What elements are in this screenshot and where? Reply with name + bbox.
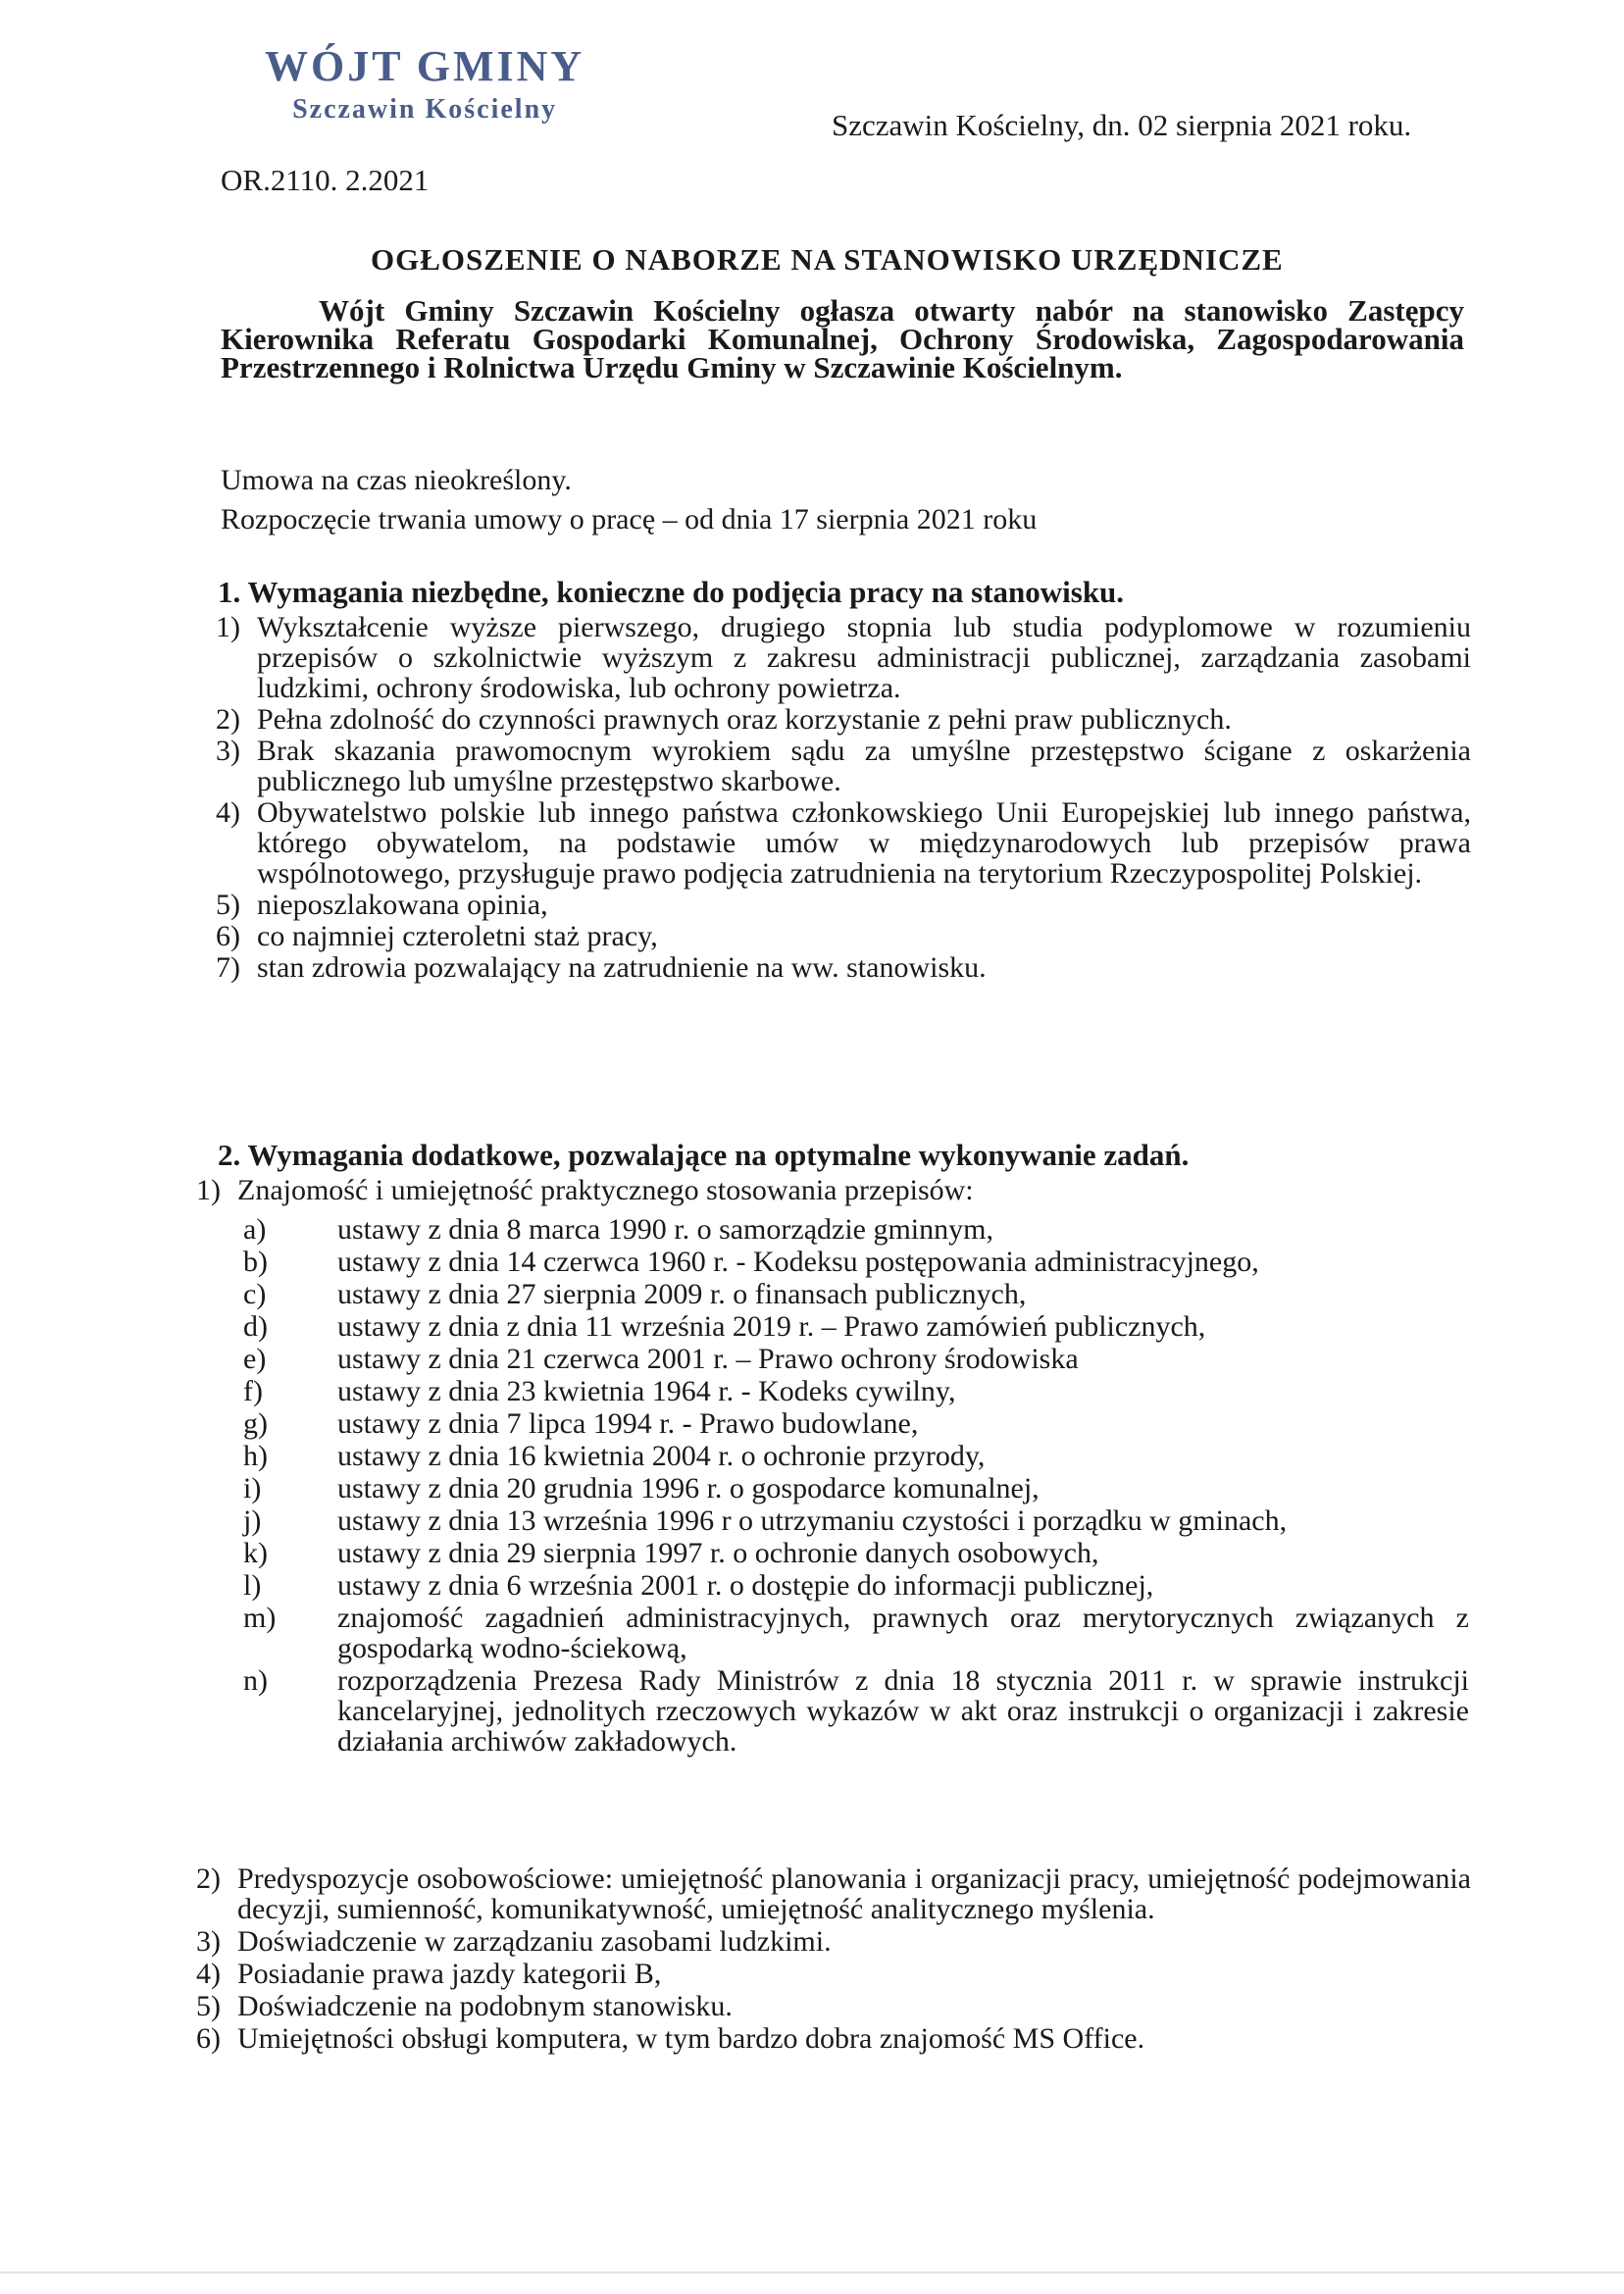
section-2-heading: 2. Wymagania dodatkowe, pozwalające na optymalne wykonywanie zadań. [218, 1138, 1190, 1172]
official-stamp [265, 43, 584, 126]
list-item-number: 2) [216, 703, 240, 736]
list-item-number: 2) [196, 1862, 221, 1895]
list-item-text: Wykształcenie wyższe pierwszego, drugiego stopnia lub studia podyplomowe w rozumieniu przepisów o szkolnictwie wyższym z zakresu administracji publicznej, zarządzania zasobami ludzkimi, ochrony środowiska, lub ochrony powietrza. [257, 611, 1471, 704]
list-item-text: stan zdrowia pozwalający na zatrudnienie na ww. stanowisku. [257, 951, 987, 984]
reference-number: OR.2110. 2.2021 [221, 163, 430, 197]
list-item [216, 921, 1471, 951]
list-item-text: Znajomość i umiejętność praktycznego stosowania przepisów: [237, 1174, 974, 1206]
sub-list-item [243, 1247, 1469, 1277]
sub-list-item [243, 1441, 1469, 1471]
sub-list-letter: g) [243, 1407, 268, 1440]
legal-acts-list [243, 1214, 1469, 1759]
sub-list-text: ustawy z dnia 27 sierpnia 2009 r. o finansach publicznych, [337, 1278, 1027, 1310]
list-item-number: 3) [196, 1925, 221, 1958]
sub-list-text: ustawy z dnia z dnia 11 września 2019 r. – Prawo zamówień publicznych, [337, 1310, 1206, 1343]
sub-list-text: ustawy z dnia 8 marca 1990 r. o samorządzie gminnym, [337, 1213, 993, 1246]
sub-list-text: ustawy z dnia 14 czerwca 1960 r. - Kodeksu postępowania administracyjnego, [337, 1246, 1259, 1278]
list-item-text: Doświadczenie w zarządzaniu zasobami ludzkimi. [237, 1925, 832, 1958]
sub-list-item [243, 1344, 1469, 1374]
document-title: OGŁOSZENIE O NABORZE NA STANOWISKO URZĘDNICZE [371, 242, 1284, 277]
sub-list-item [243, 1311, 1469, 1342]
list-item-text: Predyspozycje osobowościowe: umiejętność planowania i organizacji pracy, umiejętność podejmowania decyzji, sumienność, komunikatywność, umiejętność analitycznego myślenia. [237, 1862, 1471, 1925]
list-item-text: co najmniej czteroletni staż pracy, [257, 920, 658, 952]
sub-list-letter: b) [243, 1246, 268, 1278]
list-item [196, 2023, 1471, 2054]
contract-start: Rozpoczęcie trwania umowy o pracę – od dnia 17 sierpnia 2021 roku [221, 503, 1038, 535]
stamp-line-1: WÓJT GMINY [265, 42, 585, 90]
list-item-number: 6) [216, 920, 240, 952]
sub-list-letter: j) [243, 1504, 262, 1537]
sub-list-letter: c) [243, 1278, 267, 1310]
sub-list-letter: d) [243, 1310, 268, 1343]
list-item-number: 5) [216, 889, 240, 921]
stamp-line-2: Szczawin Kościelny [292, 94, 558, 125]
sub-list-item [243, 1376, 1469, 1406]
scan-edge-divider [0, 2271, 1624, 2273]
list-item-number: 1) [216, 611, 240, 643]
sub-list-text: ustawy z dnia 29 sierpnia 1997 r. o ochronie danych osobowych, [337, 1537, 1099, 1569]
sub-list-text: ustawy z dnia 20 grudnia 1996 r. o gospodarce komunalnej, [337, 1472, 1040, 1504]
sub-list-text: znajomość zagadnień administracyjnych, prawnych oraz merytorycznych związanych z gospodarką wodno-ściekową, [337, 1602, 1469, 1664]
list-item [196, 1959, 1471, 1989]
list-item-number: 1) [196, 1174, 221, 1206]
list-item [216, 704, 1471, 735]
sub-list-letter: i) [243, 1472, 262, 1504]
sub-list-item [243, 1473, 1469, 1504]
sub-list-item [243, 1505, 1469, 1536]
sub-list-item [243, 1214, 1469, 1245]
list-item [216, 952, 1471, 983]
list-item [216, 890, 1471, 920]
sub-list-letter: h) [243, 1440, 268, 1472]
list-item-text: Brak skazania prawomocnym wyrokiem sądu za umyślne przestępstwo ścigane z oskarżenia publicznego lub umyślne przestępstwo skarbowe. [257, 735, 1471, 797]
list-item-number: 5) [196, 1990, 221, 2022]
list-item [196, 1991, 1471, 2021]
list-item-text: Obywatelstwo polskie lub innego państwa członkowskiego Unii Europejskiej lub innego państwa, którego obywatelom, na podstawie umów w międzynarodowych lub przepisów prawa wspólnotowego, przysługuje prawo podjęcia zatrudnienia na terytorium Rzeczypospolitej Polskiej. [257, 796, 1471, 890]
sub-list-text: ustawy z dnia 16 kwietnia 2004 r. o ochronie przyrody, [337, 1440, 986, 1472]
section-1-list [216, 612, 1471, 984]
list-item [196, 1863, 1471, 1924]
section-1-heading: 1. Wymagania niezbędne, konieczne do podjęcia pracy na stanowisku. [218, 575, 1125, 609]
sub-list-item [243, 1570, 1469, 1601]
sub-list-letter: e) [243, 1343, 267, 1375]
sub-list-item [243, 1279, 1469, 1309]
list-item-number: 4) [196, 1958, 221, 1990]
list-item-text: Pełna zdolność do czynności prawnych oraz korzystanie z pełni praw publicznych. [257, 703, 1232, 736]
sub-list-letter: l) [243, 1569, 262, 1602]
list-item-number: 3) [216, 735, 240, 767]
section-2-list [196, 1863, 1471, 2056]
sub-list-letter: n) [243, 1664, 268, 1697]
sub-list-text: rozporządzenia Prezesa Rady Ministrów z dnia 18 stycznia 2011 r. w sprawie instrukcji kancelaryjnej, jednolitych rzeczowych wykazów w akt oraz instrukcji o organizacji i zakresie działania archiwów zakładowych. [337, 1664, 1469, 1758]
list-item-text: nieposzlakowana opinia, [257, 889, 548, 921]
list-item [216, 797, 1471, 889]
list-item-number: 4) [216, 796, 240, 829]
sub-list-text: ustawy z dnia 7 lipca 1994 r. - Prawo budowlane, [337, 1407, 919, 1440]
list-item-text: Umiejętności obsługi komputera, w tym bardzo dobra znajomość MS Office. [237, 2022, 1145, 2055]
sub-list-text: ustawy z dnia 21 czerwca 2001 r. – Prawo ochrony środowiska [337, 1343, 1079, 1375]
contract-info [221, 461, 1037, 539]
contract-type: Umowa na czas nieokreślony. [221, 464, 572, 496]
list-item [216, 612, 1471, 703]
sub-list-item [243, 1538, 1469, 1568]
sub-list-text: ustawy z dnia 13 września 1996 r o utrzymaniu czystości i porządku w gminach, [337, 1504, 1288, 1537]
list-item-number: 6) [196, 2022, 221, 2055]
intro-paragraph: Wójt Gminy Szczawin Kościelny ogłasza otwarty nabór na stanowisko Zastępcy Kierownika Referatu Gospodarki Komunalnej, Ochrony Środowiska, Zagospodarowania Przestrzennego i Rolnictwa Urzędu Gminy w Szczawinie Kościelnym. [221, 293, 1464, 384]
sub-list-item [243, 1603, 1469, 1663]
list-item [196, 1926, 1471, 1957]
list-item [216, 736, 1471, 796]
list-item-text: Posiadanie prawa jazdy kategorii B, [237, 1958, 662, 1990]
sub-list-text: ustawy z dnia 6 września 2001 r. o dostępie do informacji publicznej, [337, 1569, 1154, 1602]
sub-list-item [243, 1665, 1469, 1757]
section-2-item-1 [196, 1175, 1471, 1205]
place-and-date: Szczawin Kościelny, dn. 02 sierpnia 2021 roku. [832, 108, 1412, 142]
list-item-text: Doświadczenie na podobnym stanowisku. [237, 1990, 733, 2022]
sub-list-text: ustawy z dnia 23 kwietnia 1964 r. - Kodeks cywilny, [337, 1375, 956, 1407]
sub-list-item [243, 1408, 1469, 1439]
sub-list-letter: k) [243, 1537, 268, 1569]
list-item [196, 1175, 1471, 1205]
sub-list-letter: f) [243, 1375, 263, 1407]
sub-list-letter: a) [243, 1213, 267, 1246]
sub-list-letter: m) [243, 1602, 277, 1634]
list-item-number: 7) [216, 951, 240, 984]
